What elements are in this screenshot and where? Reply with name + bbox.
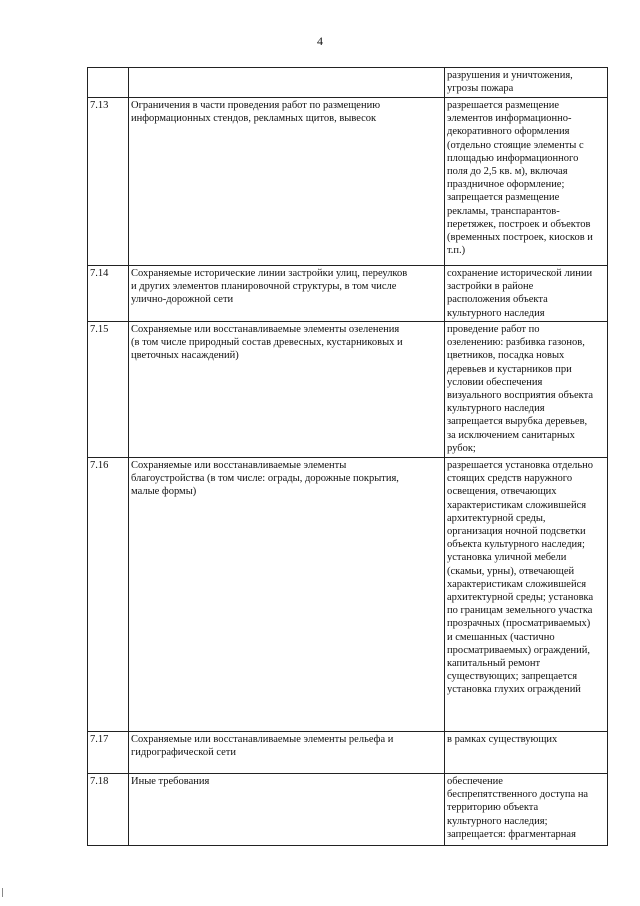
row-number: 7.13	[88, 98, 129, 266]
row-requirement: обеспечение беспрепятственного доступа на территорию объекта культурного наследия; запрещается: фрагментарная	[445, 774, 608, 846]
table-row	[88, 774, 608, 846]
table-row	[88, 732, 608, 774]
row-requirement: в рамках существующих	[445, 732, 608, 774]
requirements-table	[87, 67, 608, 846]
row-requirement: разрешается установка отдельно стоящих средств наружного освещения, отвечающих характеристикам сложившейся архитектурной среды, организация ночной подсветки объекта культурного наследия; установка уличной мебели (скамьи, урны), отвечающей характеристикам сложившейся архитектурной среды; установка по границам земельного участка прозрачных (просматриваемых) и смешанных (частично просматриваемых) ограждений, капитальный ремонт существующих; запрещается установка глухих ограждений	[445, 458, 608, 732]
row-requirement: разрешается размещение элементов информационно- декоративного оформления (отдельно стоящие элементы с площадью информационного поля до 2,5 кв. м), включая праздничное оформление; запрещается размещение рекламы, транспарантов- перетяжек, построек и объектов (временных построек, киосков и т.п.)	[445, 98, 608, 266]
row-number: 7.17	[88, 732, 129, 774]
row-number	[88, 68, 129, 98]
row-requirement: сохранение исторической линии застройки в районе расположения объекта культурного наследия	[445, 266, 608, 322]
table-row	[88, 322, 608, 458]
row-item-name: Иные требования	[129, 774, 445, 846]
table-row	[88, 98, 608, 266]
table-row	[88, 266, 608, 322]
table-row	[88, 458, 608, 732]
row-number: 7.15	[88, 322, 129, 458]
row-item-name: Сохраняемые или восстанавливаемые элементы рельефа и гидрографической сети	[129, 732, 445, 774]
row-number: 7.14	[88, 266, 129, 322]
page-number: 4	[317, 34, 323, 48]
scan-margin-mark	[2, 888, 3, 897]
row-number: 7.18	[88, 774, 129, 846]
row-item-name: Сохраняемые исторические линии застройки улиц, переулков и других элементов планировочной структуры, в том числе улично-дорожной сети	[129, 266, 445, 322]
row-requirement: разрушения и уничтожения, угрозы пожара	[445, 68, 608, 98]
row-item-name: Сохраняемые или восстанавливаемые элементы благоустройства (в том числе: ограды, дорожные покрытия, малые формы)	[129, 458, 445, 732]
row-item-name	[129, 68, 445, 98]
row-item-name: Ограничения в части проведения работ по размещению информационных стендов, рекламных щитов, вывесок	[129, 98, 445, 266]
row-item-name: Сохраняемые или восстанавливаемые элементы озеленения (в том числе природный состав древесных, кустарниковых и цветочных насаждений)	[129, 322, 445, 458]
table-row	[88, 68, 608, 98]
row-requirement: проведение работ по озеленению: разбивка газонов, цветников, посадка новых деревьев и кустарников при условии обеспечения визуального восприятия объекта культурного наследия запрещается вырубка деревьев, за исключением санитарных рубок;	[445, 322, 608, 458]
row-number: 7.16	[88, 458, 129, 732]
